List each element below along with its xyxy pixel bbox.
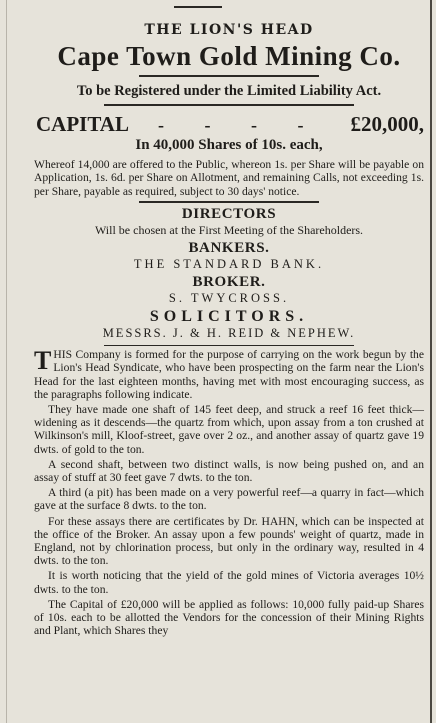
solicitors-text: MESSRS. J. & H. REID & NEPHEW. bbox=[102, 326, 356, 341]
broker-heading: BROKER. bbox=[192, 274, 266, 291]
advert-heading bbox=[34, 22, 424, 106]
shares-line: In 40,000 Shares of 10s. each, bbox=[135, 137, 323, 153]
paragraph-6: It is worth noticing that the yield of the gold mines of Victoria averages 10½ dwts. to the ton. bbox=[34, 569, 424, 596]
share-terms: Whereof 14,000 are offered to the Public, whereon 1s. per Share will be payable on Application, 1s. 6d. per Share on Allotment, and remaining Calls, not exceeding 1s. per Share, payable as required, subject to 30 days' notice. bbox=[34, 158, 424, 198]
paragraph-1: THIS Company is formed for the purpose of carrying on the work begun by the Lion's Head Syndicate, who have been prospecting on the farm near the Lion's Head for the last eighteen months, having met with most encouraging success, as the paragraphs following indicate. bbox=[34, 346, 424, 401]
paragraph-7: The Capital of £20,000 will be applied as follows: 10,000 fully paid-up Shares of 10s. each to be allotted the Vendors for the concession of their Mining Rights and Plant, which Shares they bbox=[34, 597, 424, 638]
registration-notice: To be Registered under the Limited Liability Act. bbox=[76, 83, 382, 99]
solicitors-heading: SOLICITORS. bbox=[149, 308, 309, 326]
capital-dashes: - - - - bbox=[157, 115, 322, 135]
paragraph-3: A second shaft, between two distinct walls, is now being pushed on, and an assay of stuff at 30 feet gave 7 dwts. to the ton. bbox=[34, 457, 424, 485]
bankers-heading: BANKERS. bbox=[188, 240, 270, 257]
capital-label: CAPITAL bbox=[36, 112, 129, 136]
divider bbox=[104, 104, 354, 106]
divider bbox=[139, 75, 318, 77]
column-rule-left bbox=[6, 0, 7, 723]
broker-text: S. TWYCROSS. bbox=[168, 291, 290, 306]
capital-amount: £20,000, bbox=[350, 112, 424, 136]
directors-text: Will be chosen at the First Meeting of the Shareholders. bbox=[94, 223, 364, 238]
column-rule-right bbox=[430, 0, 432, 723]
company-name: Cape Town Gold Mining Co. bbox=[57, 41, 401, 71]
paragraph-2: They have made one shaft of 145 feet deep, and struck a reef 16 feet thick—widening as it descends—the quartz from which, upon assay from a ton crushed at Wilkinson's mill, Kloof-street, gave over 2 oz., and another assay of quartz gave 19 dwts. of gold to the ton. bbox=[34, 403, 424, 456]
divider bbox=[104, 345, 354, 346]
directors-section bbox=[34, 206, 424, 346]
prospectus-body bbox=[34, 348, 424, 637]
bankers-text: THE STANDARD BANK. bbox=[133, 257, 325, 272]
capital-line bbox=[36, 112, 424, 137]
directors-heading: DIRECTORS bbox=[181, 206, 277, 223]
drop-cap: T bbox=[34, 346, 52, 376]
top-ornament-rule bbox=[174, 6, 222, 8]
subtitle: THE LION'S HEAD bbox=[144, 22, 314, 38]
paragraph-5: For these assays there are certificates by Dr. HAHN, which can be inspected at the office of the Broker. An assay upon a few pounds' weight of quartz, made in England, not by chlorination process, but only in the ordinary way, resulted in 4 dwts. to the ton. bbox=[34, 514, 424, 568]
paragraph-4: A third (a pit) has been made on a very powerful reef—a quarry in fact—which gave at the surface 8 dwts. to the ton. bbox=[34, 486, 424, 513]
divider bbox=[139, 201, 318, 203]
